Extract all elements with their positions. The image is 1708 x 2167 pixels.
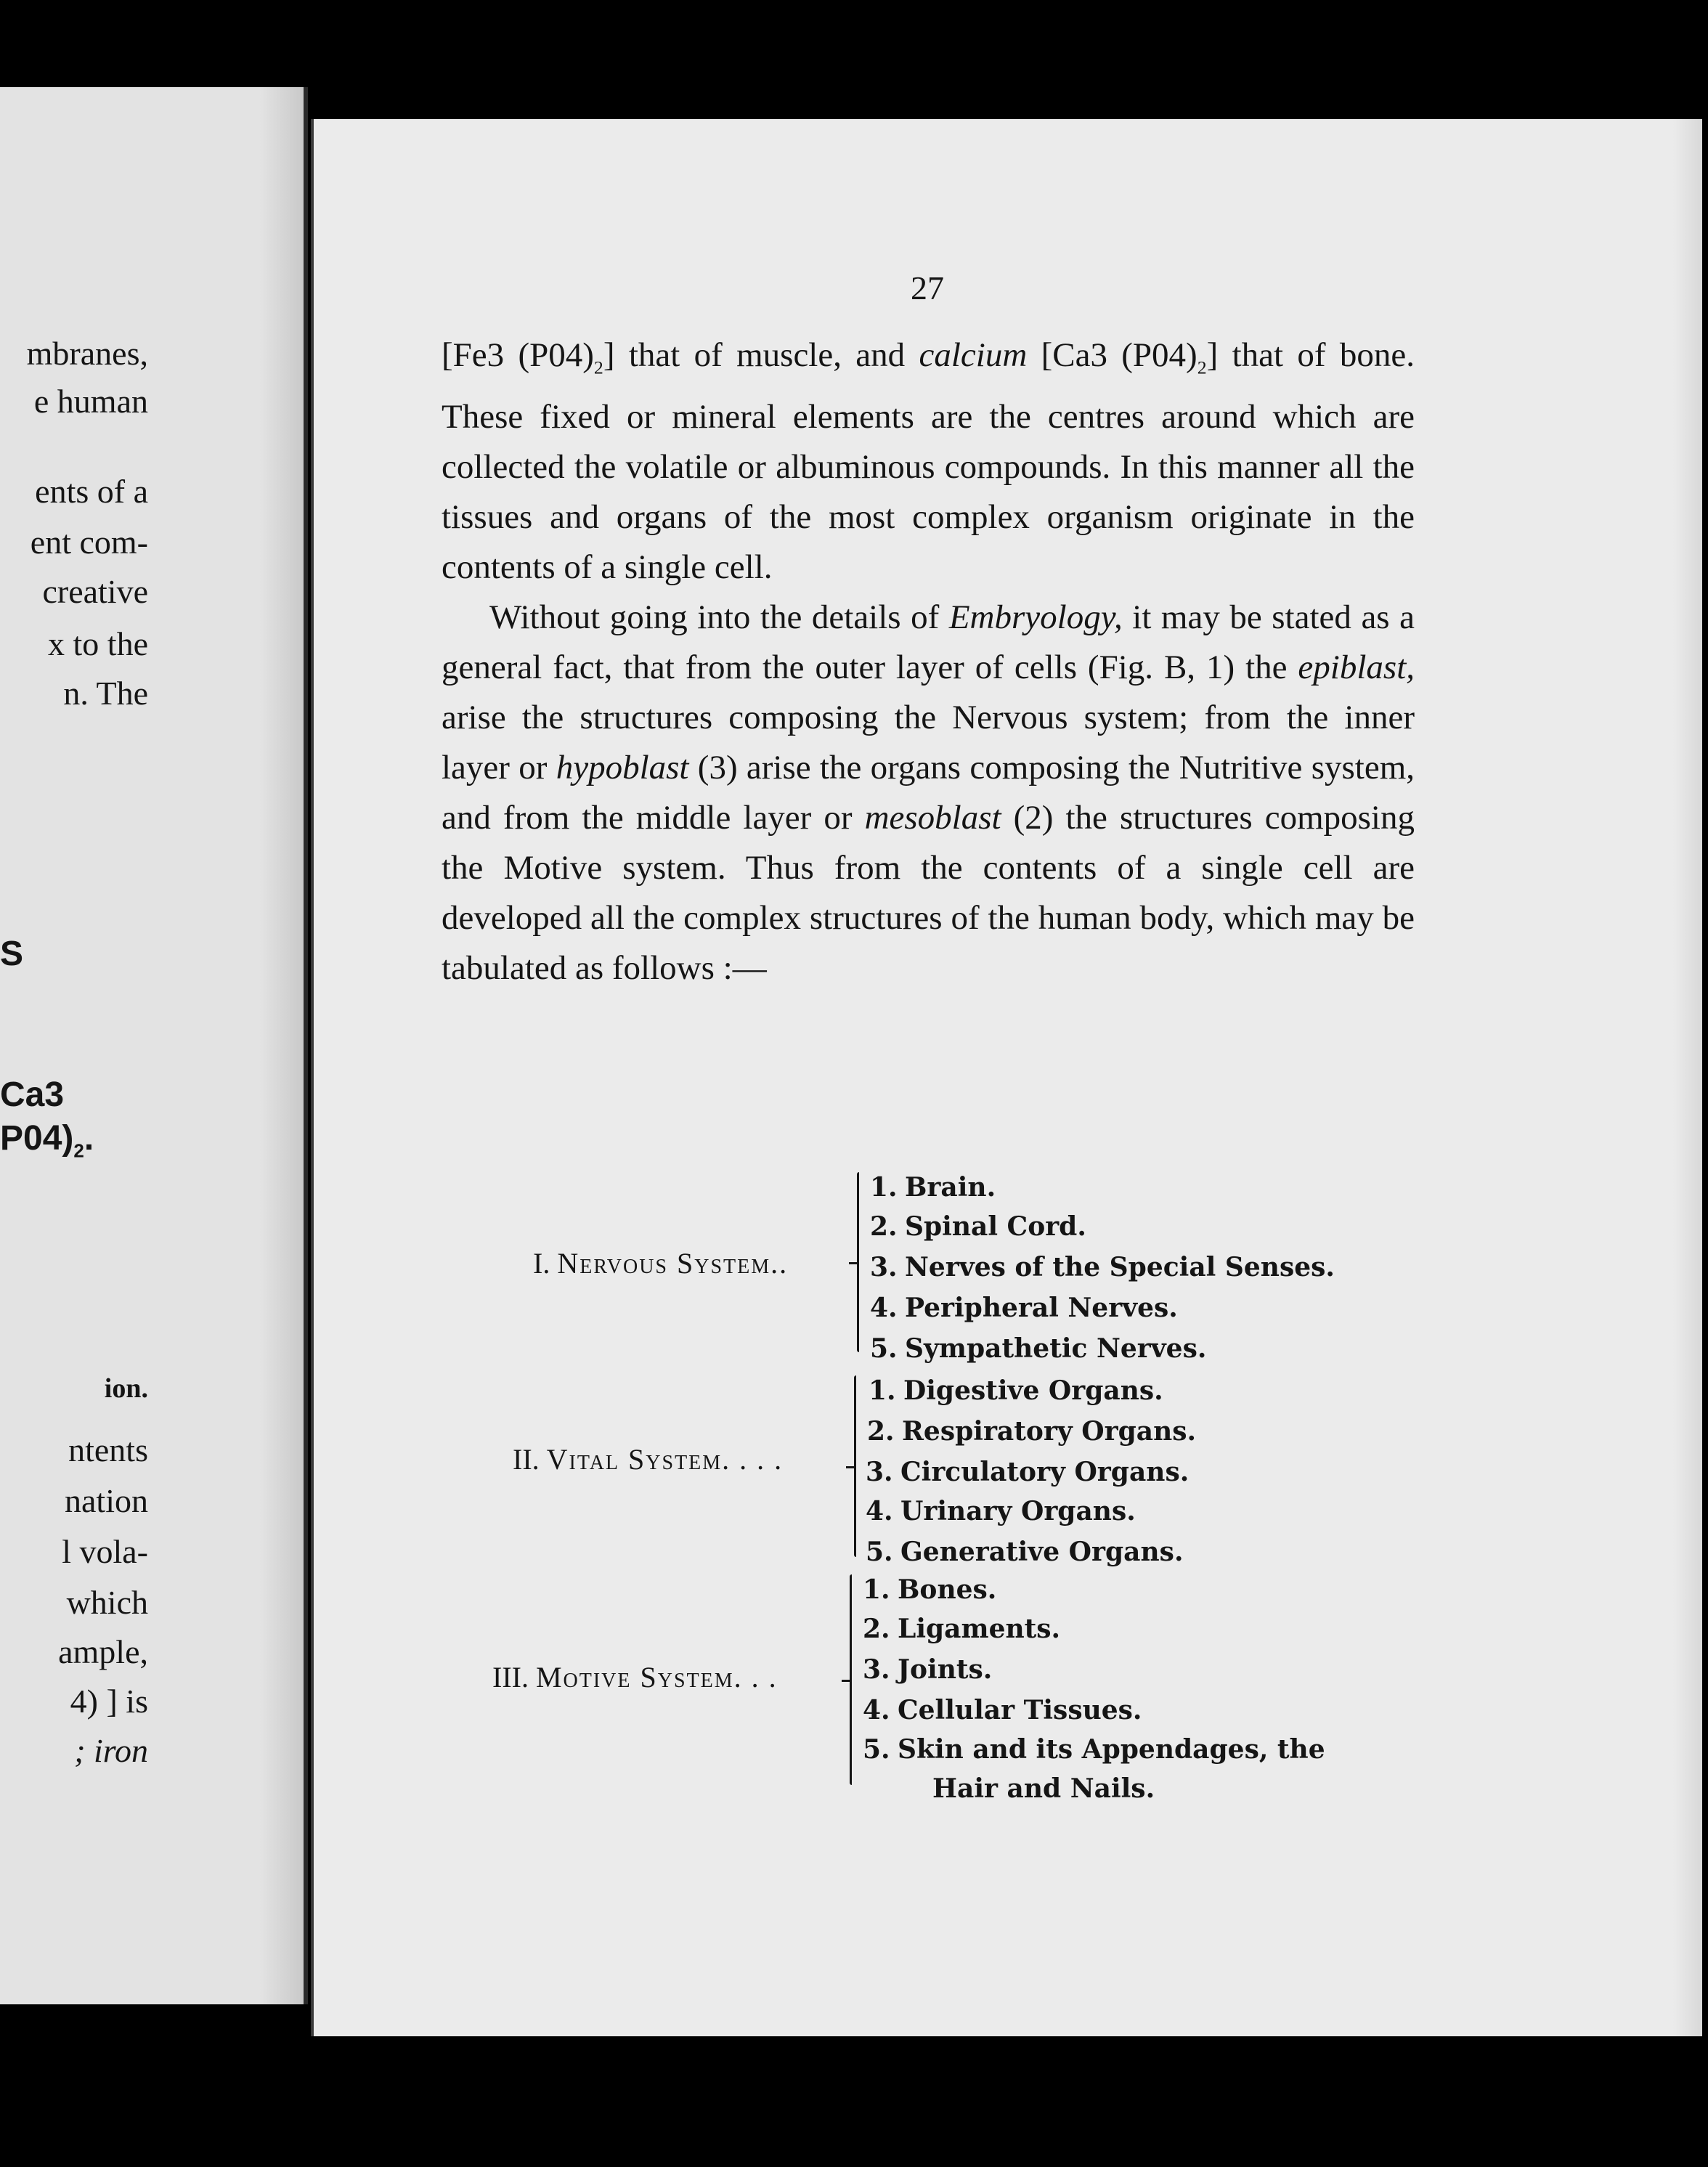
left-page-fragment: mbranes, [26,335,148,372]
left-page-formula-line2: $P04)_2$. [0,1119,94,1162]
left-page-fragment: ion. [104,1373,148,1404]
list-item: 2. Respiratory Organs. [867,1416,1197,1447]
term-hypoblast: hypoblast [556,749,689,787]
body-text [442,330,1415,993]
list-item: 1. Digestive Organs. [869,1375,1163,1406]
brace-nervous [857,1172,859,1352]
list-item: 3. Nerves of the Special Senses. [870,1252,1335,1282]
left-page-fragment: l vola- [62,1533,148,1570]
left-page-fragment: x to the [48,625,148,662]
list-item: 1. Brain. [870,1172,996,1203]
list-item: 3. Joints. [863,1654,993,1685]
left-page-fragment: ents of a [35,473,148,510]
left-page-fragment: n. The [63,675,148,712]
list-item: 2. Ligaments. [863,1614,1061,1644]
left-page-fragment: ntents [68,1431,148,1468]
left-page-fragment: e human [33,383,148,420]
list-item: 2. Spinal Cord. [870,1211,1086,1242]
left-page-formula-line1: Ca3 [0,1076,65,1114]
list-item: 4. Urinary Organs. [866,1496,1136,1526]
list-item: 4. Peripheral Nerves. [870,1293,1178,1323]
paragraph-1: [Fe3 $(P04)_2$] that of muscle, and calcium [Ca3 $(P04)_2$] that of bone. These fixed or mineral elements are the centres around which are collected the volatile or albuminous compounds. In this manner all the tissues and organs of the most complex organism originate in the contents of a single cell. [442,336,1415,587]
left-page-fragment: 4) ] is [70,1683,148,1720]
list-item: 4. Cellular Tissues. [863,1695,1142,1725]
system-label-motive: III. Motive System. . . [492,1661,778,1694]
list-item: 3. Circulatory Organs. [866,1457,1190,1487]
brace-vital [854,1375,856,1557]
term-mesoblast: mesoblast [864,799,1001,837]
left-page-fragment: ; iron [74,1732,148,1769]
paragraph-2: Without going into the details of Embryology, it may be stated as a general fact, that from the outer layer of cells (Fig. B, 1) the epiblast, arise the structures composing the Nervous system; from the inner layer or hypoblast (3) arise the organs composing the Nutritive system, and from the middle layer or mesoblast (2) the structures composing the Motive system. Thus from the contents of a single cell are developed all the complex structures of the human body, which may be tabulated as follows :— [442,598,1415,988]
left-page-fragment: which [66,1584,148,1621]
term-epiblast: epiblast, [1298,649,1415,687]
page-number: 27 [911,269,944,306]
list-item: 5. Generative Organs. [866,1537,1184,1567]
system-label-nervous: I. Nervous System.. [533,1247,789,1280]
left-page-fragment: creative [42,573,148,610]
page-edge-shadow [1673,119,1702,2036]
system-label-vital: II. Vital System. . . . [513,1443,784,1476]
list-item: 5. Sympathetic Nerves. [870,1333,1207,1364]
left-facing-page [0,87,308,2004]
brace-motive [850,1574,852,1785]
list-item-continuation: Hair and Nails. [932,1773,1155,1804]
list-item: 1. Bones. [863,1574,997,1605]
list-item: 5. Skin and its Appendages, the [863,1734,1325,1765]
left-page-fragment: nation [65,1482,148,1519]
term-calcium: calcium [919,336,1028,374]
left-page-fragment: ent com- [30,524,148,561]
left-page-fragment: ample, [58,1633,148,1670]
left-page-gutter-shadow [260,87,304,2004]
term-embryology: Embryology, [948,598,1123,637]
left-page-heading-fragment: S [0,935,24,973]
